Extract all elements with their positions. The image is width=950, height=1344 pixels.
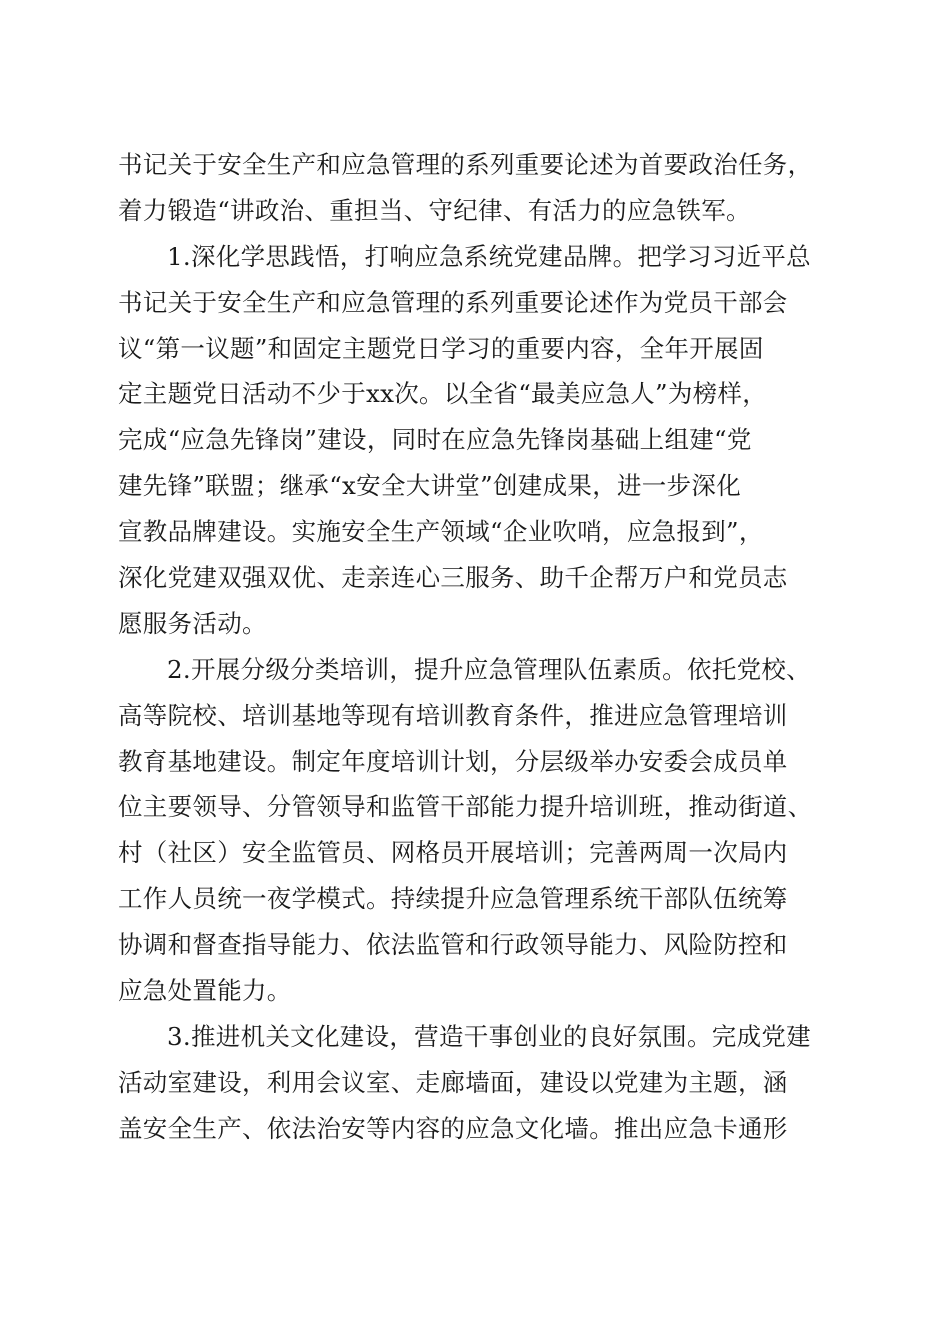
text-line: 议“第一议题”和固定主题党日学习的重要内容，全年开展固 [118, 333, 764, 363]
text-line: 高等院校、培训基地等现有培训教育条件，推进应急管理培训 [118, 700, 788, 730]
text-line: 完成“应急先锋岗”建设，同时在应急先锋岗基础上组建“党 [118, 425, 752, 455]
text-line: 盖安全生产、依法治安等内容的应急文化墙。推出应急卡通形 [118, 1113, 788, 1143]
text-line: 宣教品牌建设。实施安全生产领域“企业吹哨，应急报到”， [118, 517, 764, 547]
text-line: 村（社区）安全监管员、网格员开展培训；完善两周一次局内 [118, 838, 788, 868]
document-body [118, 142, 833, 1152]
text-line: 位主要领导、分管领导和监管干部能力提升培训班，推动街道、 [118, 792, 813, 822]
paragraph-first-line: 2.开展分级分类培训，提升应急管理队伍素质。依托党校、 [167, 654, 811, 684]
text-line: 工作人员统一夜学模式。持续提升应急管理系统干部队伍统筹 [118, 884, 788, 914]
text-line: 书记关于安全生产和应急管理的系列重要论述为首要政治任务， [118, 150, 813, 179]
text-line: 应急处置能力。 [118, 976, 292, 1006]
text-line: 建先锋”联盟；继承“x安全大讲堂”创建成果，进一步深化 [118, 471, 741, 501]
text-line: 书记关于安全生产和应急管理的系列重要论述作为党员干部会 [118, 287, 788, 317]
text-line: 活动室建设，利用会议室、走廊墙面，建设以党建为主题，涵 [118, 1067, 788, 1097]
paragraph-first-line: 3.推进机关文化建设，营造干事创业的良好氛围。完成党建 [167, 1021, 811, 1051]
text-line: 教育基地建设。制定年度培训计划，分层级举办安委会成员单 [118, 746, 788, 776]
text-line: 深化党建双强双优、走亲连心三服务、助千企帮万户和党员志 [118, 563, 788, 593]
text-line: 愿服务活动。 [118, 608, 267, 638]
paragraph-first-line: 1.深化学思践悟，打响应急系统党建品牌。把学习习近平总 [167, 241, 811, 271]
text-line: 协调和督查指导能力、依法监管和行政领导能力、风险防控和 [118, 930, 788, 960]
text-line: 定主题党日活动不少于xx次。以全省“最美应急人”为榜样， [118, 379, 768, 409]
text-line: 着力锻造“讲政治、重担当、守纪律、有活力的应急铁军。 [118, 195, 751, 225]
